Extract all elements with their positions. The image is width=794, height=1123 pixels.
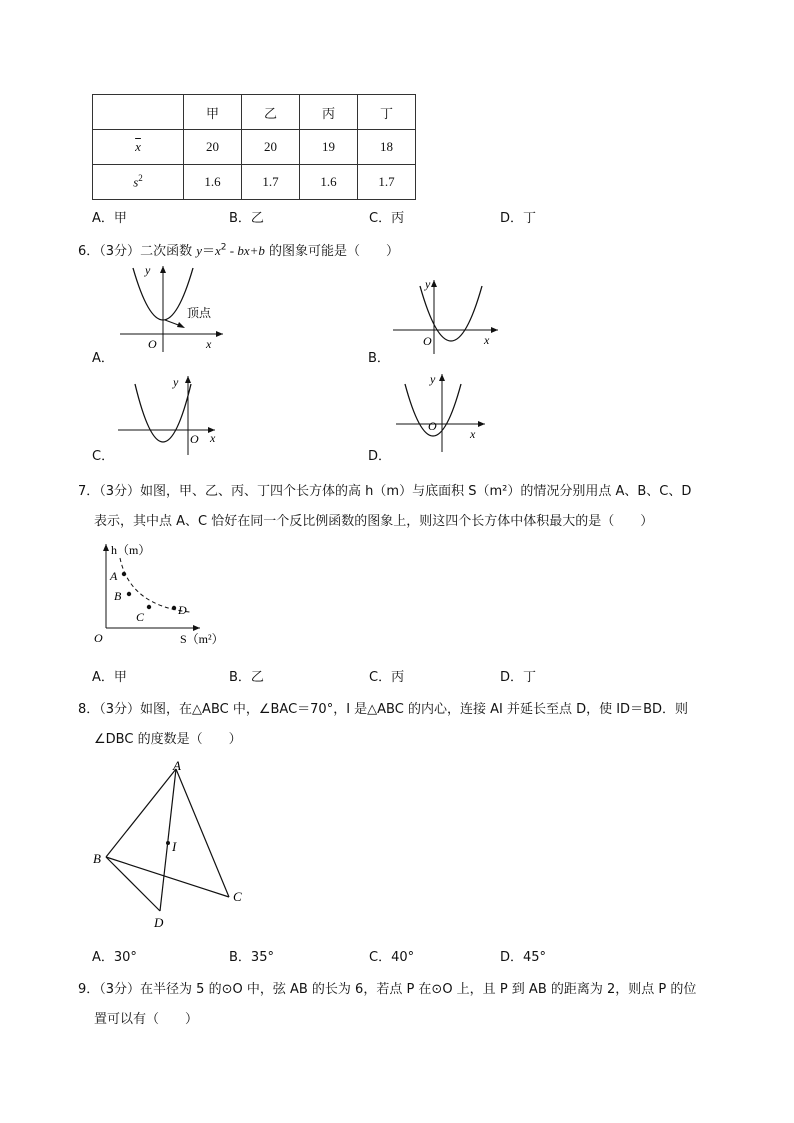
graph-a-y-arrow xyxy=(160,266,166,273)
q7-option-d: D．丁 xyxy=(500,670,537,685)
graph-d-x-arrow xyxy=(478,421,485,427)
table-header-row xyxy=(93,95,416,130)
q7-origin: O xyxy=(94,631,103,645)
q7-label-d: D xyxy=(178,603,187,617)
q5-option-b: B．乙 xyxy=(229,211,264,226)
q7-option-b: B．乙 xyxy=(229,670,264,685)
graph-a-vertex-label: 顶点 xyxy=(187,306,212,320)
q7-figure xyxy=(90,538,240,648)
table-cell: 1.7 xyxy=(358,165,416,200)
q8-number: 8． xyxy=(78,702,100,717)
q7-point-b xyxy=(127,592,131,596)
table-cell: 18 xyxy=(358,130,416,165)
graph-c-y-label: y xyxy=(173,375,179,389)
q7-option-a: A．甲 xyxy=(92,670,127,685)
variance-label-cell xyxy=(93,165,184,200)
q7-label-a: A xyxy=(110,569,118,583)
q6-formula-rest: ‑ bx+b xyxy=(226,243,265,258)
graph-d-x-label: x xyxy=(470,427,476,441)
q8-label-i: I xyxy=(172,839,177,854)
q7-option-c: C．丙 xyxy=(369,670,405,685)
q5-option-c: C．丙 xyxy=(369,211,405,226)
q7-label-c: C xyxy=(136,610,145,624)
q6-formula-x: x xyxy=(215,243,221,258)
q8-label-d: D xyxy=(154,915,164,930)
q7-x-arrow xyxy=(193,625,200,631)
q8-side-ab xyxy=(106,769,176,857)
q7-point-d xyxy=(172,606,176,610)
q6-label-b: B． xyxy=(368,351,390,366)
graph-b-parabola xyxy=(420,286,482,341)
q8-segment-bd xyxy=(106,857,160,911)
table-cell: 19 xyxy=(300,130,358,165)
table-cell: 1.6 xyxy=(184,165,242,200)
graph-b-x-label: x xyxy=(484,333,490,347)
q6-label-c: C． xyxy=(92,449,115,464)
q6-score: （3分） xyxy=(99,244,141,259)
graph-b-origin: O xyxy=(423,334,432,348)
q7-y-axis-label: h（m） xyxy=(111,543,151,557)
q9-line1: （3分）在半径为 5 的⊙O 中，弦 AB 的长为 6，若点 P 在⊙O 上，且 P 到 AB 的距离为 2，则点 P 的位 xyxy=(99,982,697,997)
q7-point-a xyxy=(122,572,126,576)
q6-formula-eq: ＝ xyxy=(201,244,215,259)
q8-option-c: C．40° xyxy=(369,950,415,965)
q8-option-a: A．30° xyxy=(92,950,137,965)
q8-stem-line1 xyxy=(78,698,688,717)
q8-label-a: A xyxy=(173,758,181,773)
q5-option-a: A．甲 xyxy=(92,211,127,226)
variance-symbol: s xyxy=(133,174,139,190)
graph-a xyxy=(115,262,227,354)
stats-table xyxy=(92,94,416,200)
graph-b-y-arrow xyxy=(431,280,437,287)
q7-stem-line2: 表示，其中点 A、C 恰好在同一个反比例函数的图象上，则这四个长方体中体积最大的是（ ） xyxy=(94,514,654,529)
q5-option-d: D．丁 xyxy=(500,211,537,226)
graph-d-y-arrow xyxy=(439,374,445,381)
q8-label-c: C xyxy=(233,889,242,904)
q8-figure xyxy=(88,754,253,934)
header-bing: 丙 xyxy=(300,95,358,130)
graph-c-parabola xyxy=(135,384,191,442)
q8-stem-line2: ∠DBC 的度数是（ ） xyxy=(94,732,242,747)
mean-symbol: $\overline{x}$ xyxy=(135,139,141,154)
q7-line1: （3分）如图，甲、乙、丙、丁四个长方体的高 h（m）与底面积 S（m²）的情况分别用点 A、B、C、D xyxy=(99,484,692,499)
variance-exponent: 2 xyxy=(138,173,143,184)
table-row-variance xyxy=(93,165,416,200)
graph-b-x-arrow xyxy=(491,327,498,333)
q8-option-b: B．35° xyxy=(229,950,274,965)
q9-stem-line2: 置可以有（ ） xyxy=(94,1012,199,1027)
q6-stem xyxy=(78,240,399,259)
graph-a-y-label: y xyxy=(145,263,151,277)
graph-d-origin: O xyxy=(428,419,437,433)
graph-d-y-label: y xyxy=(430,372,436,386)
graph-a-x-arrow xyxy=(216,331,223,337)
mean-label-cell xyxy=(93,130,184,165)
q9-number: 9． xyxy=(78,982,100,997)
graph-c-y-arrow xyxy=(185,376,191,383)
table-cell: 20 xyxy=(242,130,300,165)
q7-y-arrow xyxy=(103,544,109,551)
table-cell: 1.6 xyxy=(300,165,358,200)
q7-point-c xyxy=(147,605,151,609)
q8-side-bc xyxy=(106,857,229,897)
q7-label-b: B xyxy=(114,589,122,603)
q6-formula-exponent: 2 xyxy=(220,242,227,253)
graph-c-origin: O xyxy=(190,432,199,446)
q7-stem-line1 xyxy=(78,480,691,499)
graph-a-pointer-arrow xyxy=(177,322,185,328)
graph-d xyxy=(393,370,493,454)
q8-side-ac xyxy=(176,769,229,897)
header-jia: 甲 xyxy=(184,95,242,130)
table-cell: 20 xyxy=(184,130,242,165)
graph-b xyxy=(390,276,502,356)
table-cell: 1.7 xyxy=(242,165,300,200)
q6-formula-y: y xyxy=(196,243,202,258)
q6-stem-b: 的图象可能是（ ） xyxy=(264,244,400,259)
q7-x-axis-label: S（m²） xyxy=(180,632,224,646)
header-ding: 丁 xyxy=(358,95,416,130)
graph-c-x-label: x xyxy=(210,431,216,445)
table-row-mean xyxy=(93,130,416,165)
graph-a-x-label: x xyxy=(206,337,212,351)
graph-a-origin: O xyxy=(148,337,157,351)
q7-number: 7． xyxy=(78,484,100,499)
header-yi: 乙 xyxy=(242,95,300,130)
q8-incenter-dot xyxy=(166,841,170,845)
q6-label-a: A． xyxy=(92,351,114,366)
graph-b-y-label: y xyxy=(425,277,431,291)
q6-number: 6． xyxy=(78,244,100,259)
q8-label-b: B xyxy=(93,851,101,866)
q8-option-d: D．45° xyxy=(500,950,547,965)
q6-stem-a: 二次函数 xyxy=(140,244,197,259)
q6-label-d: D． xyxy=(368,449,392,464)
q8-line1: （3分）如图，在△ABC 中，∠BAC＝70°，I 是△ABC 的内心，连接 AI 并延长至点 D，使 ID＝BD．则 xyxy=(99,702,688,717)
table-corner-cell xyxy=(93,95,184,130)
graph-c xyxy=(115,372,227,456)
q9-stem-line1 xyxy=(78,978,696,997)
